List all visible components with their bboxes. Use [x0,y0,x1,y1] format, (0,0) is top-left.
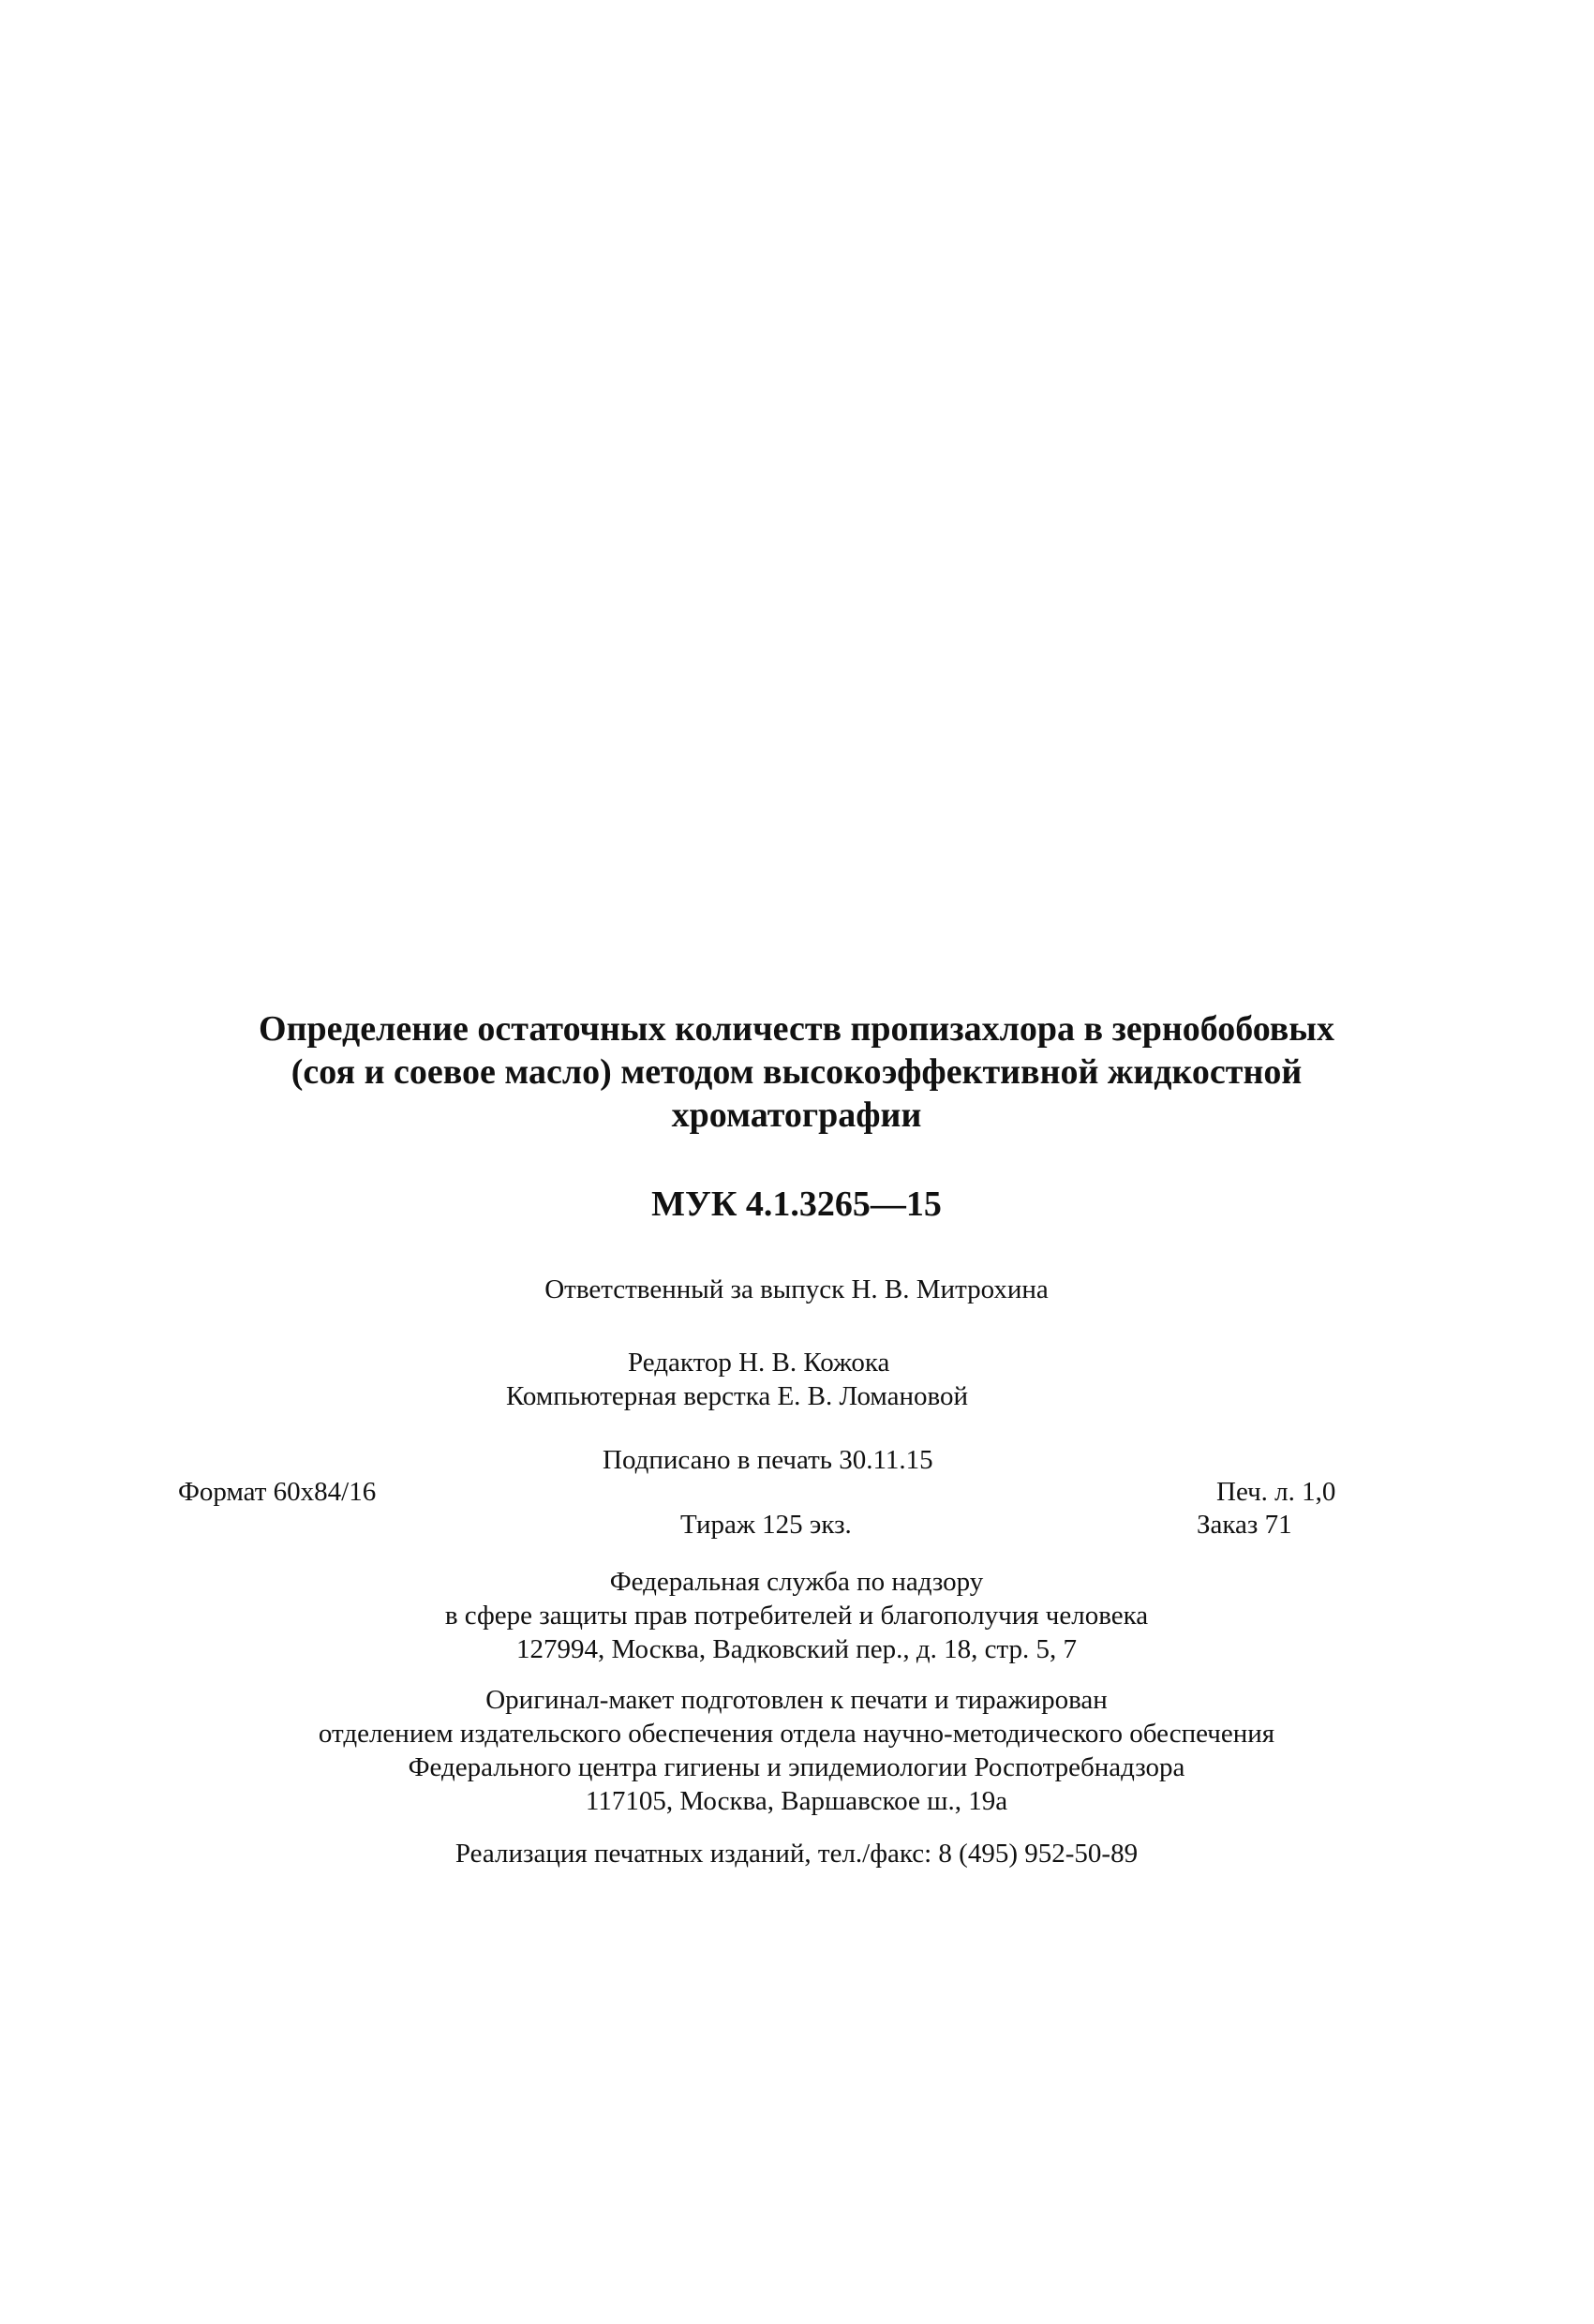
layout-credit: Компьютерная верстка Е. В. Ломановой [506,1381,968,1411]
printer-line: Оригинал-макет подготовлен к печати и тиражирован [485,1685,1108,1715]
paper-format: Формат 60x84/16 [178,1477,377,1507]
publisher-line: 127994, Москва, Вадковский пер., д. 18, стр. 5, 7 [515,1634,1078,1664]
editor-credit: Редактор Н. В. Кожока [628,1348,890,1378]
title-line: (соя и соевое масло) методом высокоэффективной жидкостной [290,1052,1303,1092]
publisher-line: Федеральная служба по надзору [609,1567,984,1597]
document-code: МУК 4.1.3265—15 [651,1184,942,1224]
publisher-block [141,1565,1452,1666]
title-line: Определение остаточных количеств пропизахлора в зернобобовых [259,1009,1334,1049]
printer-block [141,1683,1452,1818]
responsible-person: Ответственный за выпуск Н. В. Митрохина [544,1274,1049,1304]
order-number: Заказ 71 [1197,1510,1292,1540]
sales-contact: Реализация печатных изданий, тел./факс: 8 (495) 952-50-89 [454,1839,1139,1869]
printer-line: Федерального центра гигиены и эпидемиологии Роспотребнадзора [408,1752,1185,1782]
document-title [141,1007,1452,1137]
signed-date: Подписано в печать 30.11.15 [603,1445,933,1475]
print-run: Тираж 125 экз. [680,1510,852,1540]
publisher-line: в сфере защиты прав потребителей и благополучия человека [444,1601,1149,1631]
title-line: хроматографии [671,1095,922,1135]
printer-line: отделением издательского обеспечения отдела научно-методического обеспечения [318,1719,1275,1749]
printed-sheets: Печ. л. 1,0 [1216,1477,1336,1507]
printer-line: 117105, Москва, Варшавское ш., 19а [585,1786,1008,1816]
